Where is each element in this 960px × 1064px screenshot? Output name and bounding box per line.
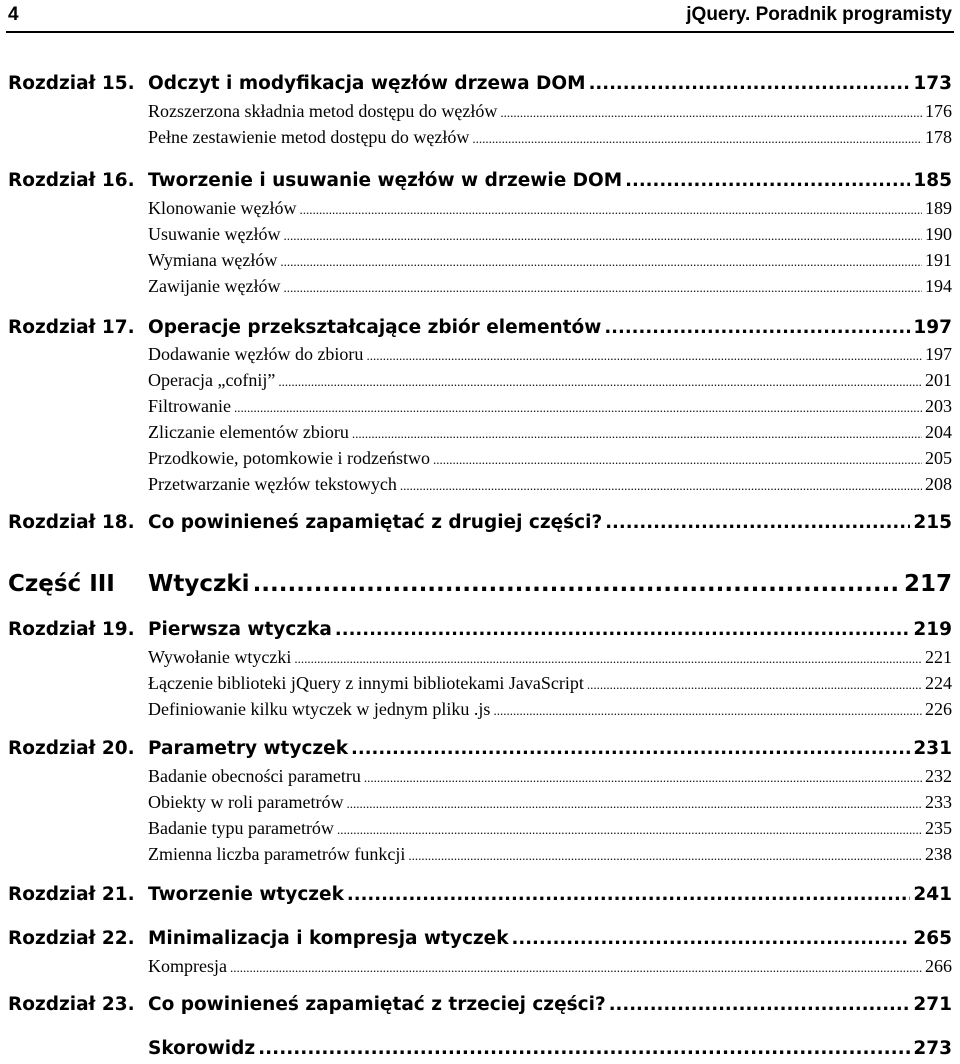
toc-section[interactable] — [148, 474, 952, 496]
toc-section[interactable] — [148, 250, 952, 272]
chapter-title: Parametry wtyczek — [148, 738, 349, 759]
chapter-label: Rozdział 20. — [8, 738, 135, 759]
toc-section[interactable] — [148, 792, 952, 814]
chapter-page: 173 — [913, 73, 952, 94]
chapter-label: Rozdział 21. — [8, 884, 135, 905]
section-page: 197 — [925, 344, 952, 364]
toc-section[interactable] — [148, 647, 952, 669]
chapter-page: 215 — [913, 512, 952, 533]
section-page: 233 — [925, 792, 952, 812]
dot-leader — [408, 848, 922, 864]
part-label: Część III — [8, 571, 115, 597]
section-title: Przetwarzanie węzłów tekstowych — [148, 474, 397, 494]
section-title: Zawijanie węzłów — [148, 276, 281, 296]
toc-chapter-16[interactable] — [8, 170, 952, 196]
section-title: Kompresja — [148, 956, 227, 976]
running-header — [8, 2, 952, 30]
section-page: 235 — [925, 818, 952, 838]
section-title: Rozszerzona składnia metod dostępu do węzłów — [148, 101, 498, 121]
dot-leader — [587, 677, 922, 693]
dot-leader — [335, 619, 910, 640]
section-title: Badanie typu parametrów — [148, 818, 334, 838]
section-title: Zliczanie elementów zbioru — [148, 422, 349, 442]
section-title: Dodawanie węzłów do zbioru — [148, 344, 364, 364]
book-title: jQuery. Poradnik programisty — [686, 4, 952, 25]
chapter-label: Rozdział 23. — [8, 994, 135, 1015]
toc-section[interactable] — [148, 766, 952, 788]
chapter-label: Rozdział 19. — [8, 619, 135, 640]
section-title: Filtrowanie — [148, 396, 231, 416]
chapter-label: Rozdział 22. — [8, 928, 135, 949]
chapter-title: Tworzenie wtyczek — [148, 884, 344, 905]
toc-section[interactable] — [148, 699, 952, 721]
dot-leader — [433, 452, 922, 468]
toc-part-3[interactable] — [8, 571, 952, 601]
chapter-page: 271 — [913, 994, 952, 1015]
toc-chapter-15[interactable] — [8, 73, 952, 99]
chapter-page: 241 — [913, 884, 952, 905]
dot-leader — [400, 478, 922, 494]
dot-leader — [493, 703, 922, 719]
dot-leader — [351, 738, 910, 759]
section-page: 178 — [925, 127, 952, 147]
dot-leader — [230, 960, 922, 976]
toc-section[interactable] — [148, 396, 952, 418]
section-page: 201 — [925, 370, 952, 390]
toc-section[interactable] — [148, 127, 952, 149]
section-page: 191 — [925, 250, 952, 270]
dot-leader — [253, 571, 901, 597]
toc-chapter-20[interactable] — [8, 738, 952, 764]
section-page: 221 — [925, 647, 952, 667]
chapter-label: Rozdział 15. — [8, 73, 135, 94]
dot-leader — [234, 400, 922, 416]
dot-leader — [347, 884, 910, 905]
toc-section[interactable] — [148, 448, 952, 470]
dot-leader — [364, 770, 922, 786]
toc-section[interactable] — [148, 956, 952, 978]
section-page: 176 — [925, 101, 952, 121]
header-rule — [6, 31, 954, 33]
section-page: 232 — [925, 766, 952, 786]
chapter-page: 265 — [913, 928, 952, 949]
dot-leader — [283, 280, 922, 296]
chapter-label: Rozdział 17. — [8, 317, 135, 338]
toc-section[interactable] — [148, 344, 952, 366]
dot-leader — [299, 202, 922, 218]
dot-leader — [352, 426, 922, 442]
section-page: 226 — [925, 699, 952, 719]
dot-leader — [604, 317, 910, 338]
dot-leader — [294, 651, 922, 667]
chapter-page: 219 — [913, 619, 952, 640]
toc-section[interactable] — [148, 370, 952, 392]
section-title: Definiowanie kilku wtyczek w jednym pliku .js — [148, 699, 491, 719]
section-title: Wymiana węzłów — [148, 250, 278, 270]
toc-index[interactable] — [148, 1038, 952, 1064]
page-number: 4 — [8, 4, 19, 25]
toc-section[interactable] — [148, 422, 952, 444]
dot-leader — [280, 254, 922, 270]
toc-section[interactable] — [148, 276, 952, 298]
part-page: 217 — [903, 571, 952, 597]
chapter-title: Pierwsza wtyczka — [148, 619, 332, 640]
part-title: Wtyczki — [148, 571, 250, 597]
index-title: Skorowidz — [148, 1038, 256, 1059]
section-title: Łączenie biblioteki jQuery z innymi bibliotekami JavaScript — [148, 673, 584, 693]
section-title: Klonowanie węzłów — [148, 198, 297, 218]
toc-section[interactable] — [148, 198, 952, 220]
chapter-title: Co powinieneś zapamiętać z drugiej części? — [148, 512, 603, 533]
chapter-page: 197 — [913, 317, 952, 338]
chapter-title: Co powinieneś zapamiętać z trzeciej części? — [148, 994, 606, 1015]
dot-leader — [258, 1038, 910, 1059]
section-page: 204 — [925, 422, 952, 442]
dot-leader — [625, 170, 910, 191]
dot-leader — [589, 73, 911, 94]
section-page: 194 — [925, 276, 952, 296]
toc-chapter-17[interactable] — [8, 317, 952, 343]
toc-section[interactable] — [148, 818, 952, 840]
toc-section[interactable] — [148, 101, 952, 123]
section-title: Zmienna liczba parametrów funkcji — [148, 844, 406, 864]
toc-section[interactable] — [148, 673, 952, 695]
section-page: 208 — [925, 474, 952, 494]
toc-chapter-23[interactable] — [8, 994, 952, 1020]
dot-leader — [337, 822, 922, 838]
section-page: 238 — [925, 844, 952, 864]
dot-leader — [472, 131, 922, 147]
section-title: Przodkowie, potomkowie i rodzeństwo — [148, 448, 430, 468]
section-page: 224 — [925, 673, 952, 693]
toc-chapter-19[interactable] — [8, 619, 952, 645]
dot-leader — [346, 796, 922, 812]
toc-chapter-21[interactable] — [8, 884, 952, 910]
dot-leader — [605, 512, 910, 533]
section-title: Usuwanie węzłów — [148, 224, 281, 244]
section-page: 266 — [925, 956, 952, 976]
dot-leader — [512, 928, 911, 949]
dot-leader — [278, 374, 922, 390]
section-page: 190 — [925, 224, 952, 244]
dot-leader — [609, 994, 911, 1015]
section-title: Badanie obecności parametru — [148, 766, 361, 786]
section-title: Obiekty w roli parametrów — [148, 792, 344, 812]
toc-chapter-18[interactable] — [8, 512, 952, 538]
chapter-label: Rozdział 16. — [8, 170, 135, 191]
section-page: 203 — [925, 396, 952, 416]
chapter-title: Operacje przekształcające zbiór elementów — [148, 317, 602, 338]
toc-section[interactable] — [148, 224, 952, 246]
section-title: Pełne zestawienie metod dostępu do węzłów — [148, 127, 470, 147]
dot-leader — [500, 105, 922, 121]
section-title: Operacja „cofnij” — [148, 370, 276, 390]
chapter-label: Rozdział 18. — [8, 512, 135, 533]
section-page: 189 — [925, 198, 952, 218]
chapter-title: Minimalizacja i kompresja wtyczek — [148, 928, 509, 949]
dot-leader — [366, 348, 922, 364]
chapter-page: 185 — [913, 170, 952, 191]
chapter-title: Tworzenie i usuwanie węzłów w drzewie DOM — [148, 170, 623, 191]
section-title: Wywołanie wtyczki — [148, 647, 292, 667]
chapter-title: Odczyt i modyfikacja węzłów drzewa DOM — [148, 73, 586, 94]
dot-leader — [283, 228, 922, 244]
index-page: 273 — [913, 1038, 952, 1059]
toc-chapter-22[interactable] — [8, 928, 952, 954]
chapter-page: 231 — [913, 738, 952, 759]
toc-section[interactable] — [148, 844, 952, 866]
section-page: 205 — [925, 448, 952, 468]
